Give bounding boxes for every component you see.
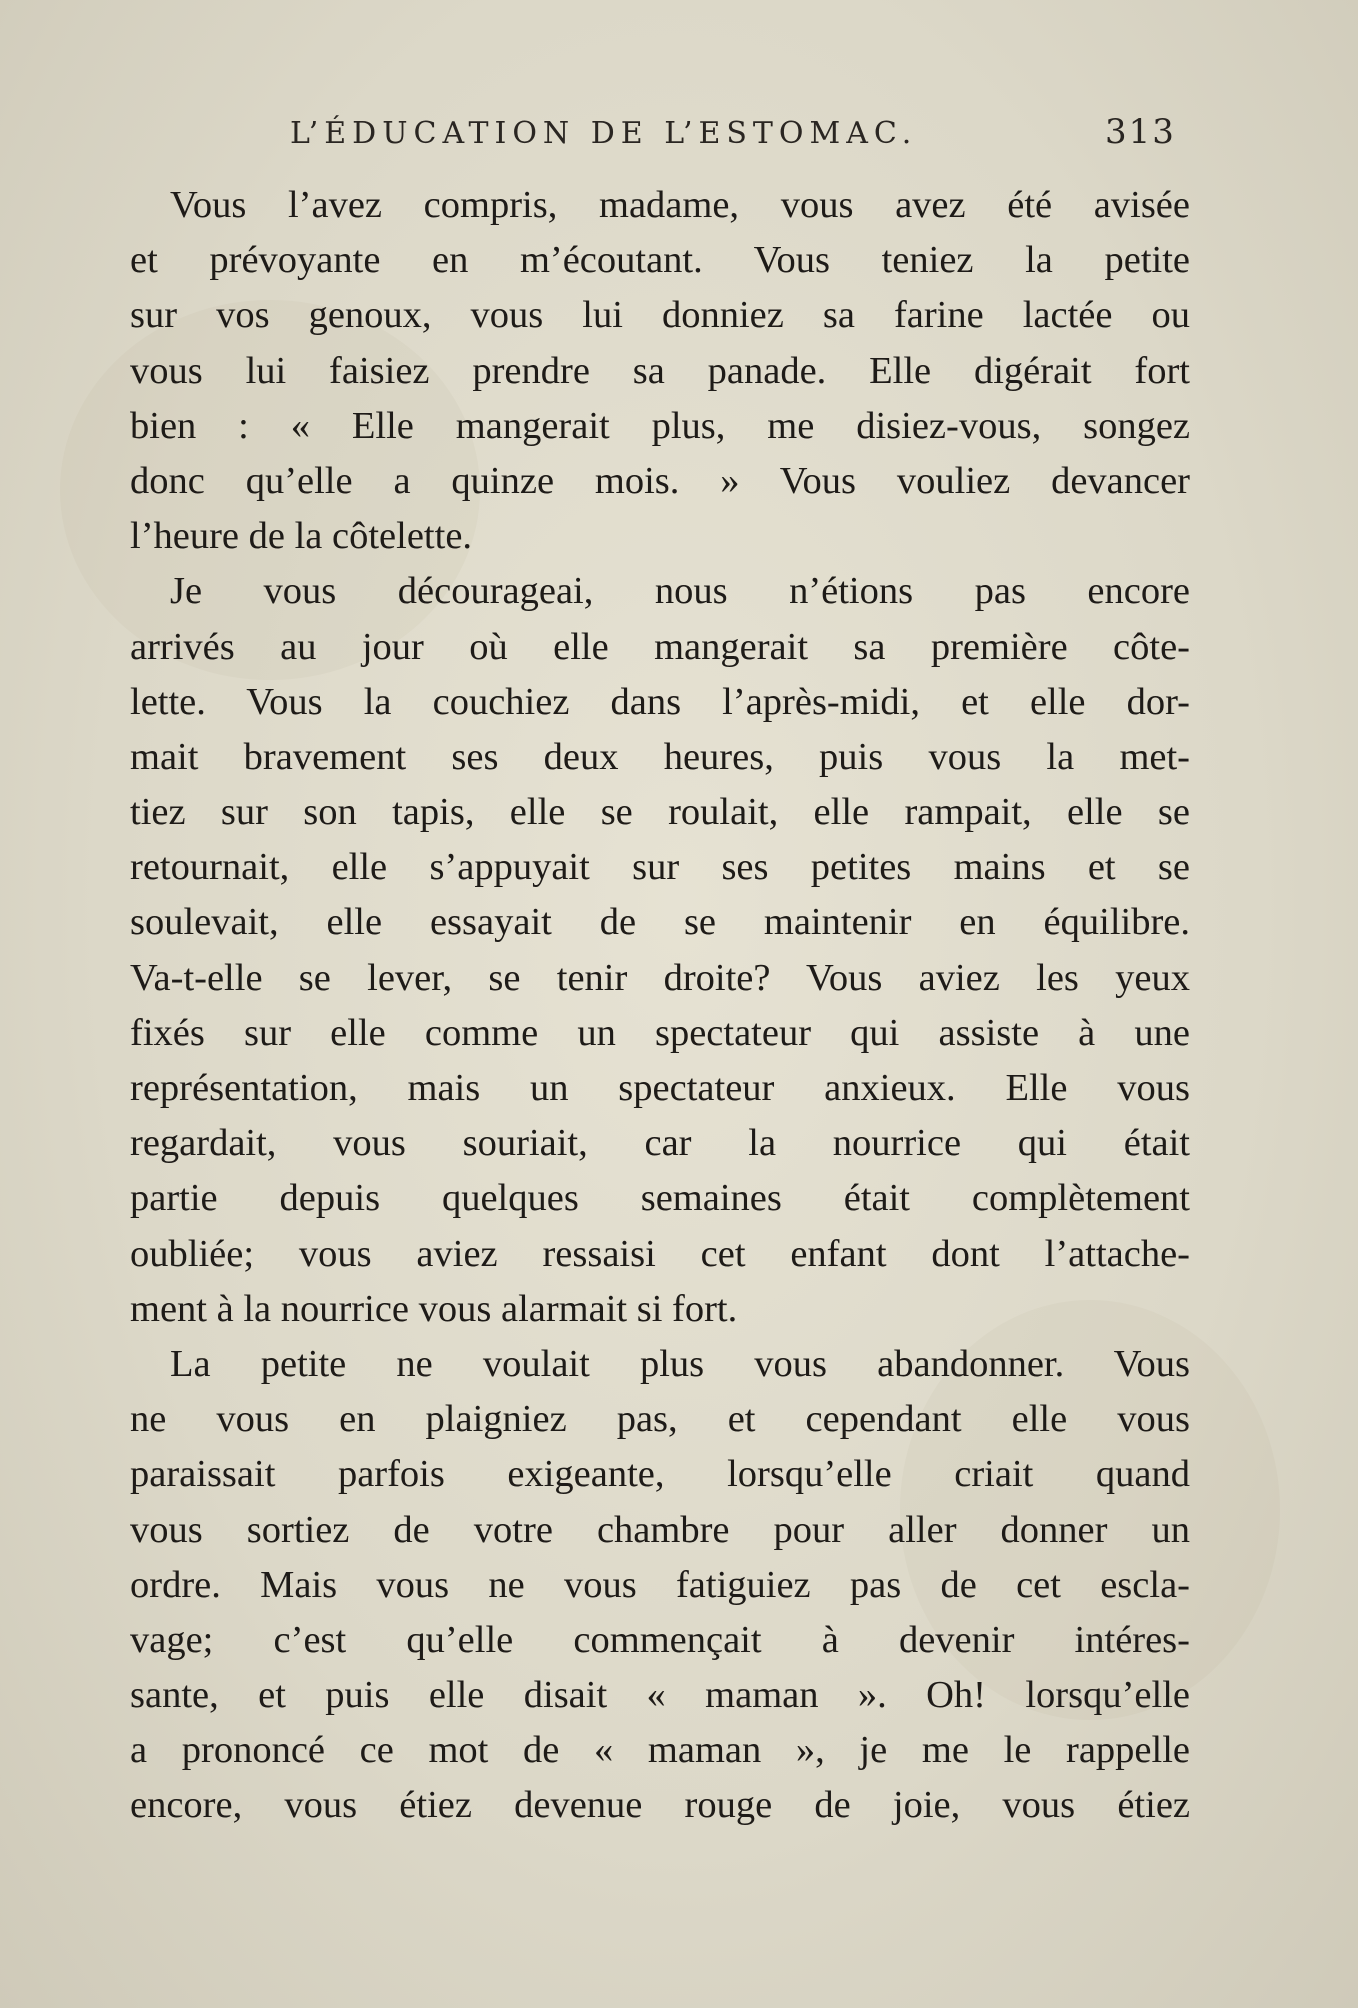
text-line: sur vos genoux, vous lui donniez sa farine lactée ou bbox=[130, 294, 1190, 337]
text-line: a prononcé ce mot de « maman », je me le rappelle bbox=[130, 1729, 1190, 1772]
text-line: bien : « Elle mangerait plus, me disiez-vous, songez bbox=[130, 404, 1190, 447]
running-title: L’ÉDUCATION DE L’ESTOMAC. bbox=[290, 116, 918, 151]
text-line: arrivés au jour où elle mangerait sa première côte- bbox=[130, 625, 1190, 668]
page-number: 313 bbox=[1105, 112, 1176, 152]
running-head bbox=[290, 108, 1190, 168]
text-line: donc qu’elle a quinze mois. » Vous vouliez devancer bbox=[130, 459, 1190, 502]
text-line: tiez sur son tapis, elle se roulait, elle rampait, elle se bbox=[130, 791, 1190, 834]
text-line: Je vous décourageai, nous n’étions pas encore bbox=[170, 570, 1190, 613]
text-line: soulevait, elle essayait de se maintenir en équilibre. bbox=[130, 901, 1190, 944]
text-line: retournait, elle s’appuyait sur ses petites mains et se bbox=[130, 846, 1190, 889]
text-line: vous sortiez de votre chambre pour aller donner un bbox=[130, 1508, 1190, 1551]
text-line: vous lui faisiez prendre sa panade. Elle digérait fort bbox=[130, 349, 1190, 392]
text-line: mait bravement ses deux heures, puis vous la met- bbox=[130, 735, 1190, 778]
text-line: partie depuis quelques semaines était complètement bbox=[130, 1177, 1190, 1220]
text-line: Va-t-elle se lever, se tenir droite? Vous aviez les yeux bbox=[130, 956, 1190, 999]
text-line: ordre. Mais vous ne vous fatiguiez pas de cet escla- bbox=[130, 1563, 1190, 1606]
text-line: paraissait parfois exigeante, lorsqu’elle criait quand bbox=[130, 1453, 1190, 1496]
text-line: représentation, mais un spectateur anxieux. Elle vous bbox=[130, 1067, 1190, 1109]
text-line: lette. Vous la couchiez dans l’après-midi, et elle dor- bbox=[130, 680, 1190, 723]
body-text bbox=[130, 178, 1190, 1834]
text-line: l’heure de la côtelette. bbox=[130, 515, 473, 558]
text-line: vage; c’est qu’elle commençait à devenir intéres- bbox=[130, 1618, 1190, 1661]
text-line: oubliée; vous aviez ressaisi cet enfant dont l’attache- bbox=[130, 1232, 1190, 1275]
text-line: ment à la nourrice vous alarmait si fort. bbox=[130, 1287, 738, 1330]
text-line: sante, et puis elle disait « maman ». Oh! lorsqu’elle bbox=[130, 1674, 1190, 1717]
text-line: regardait, vous souriait, car la nourrice qui était bbox=[130, 1122, 1190, 1165]
text-line: ne vous en plaigniez pas, et cependant elle vous bbox=[130, 1398, 1190, 1441]
text-line: fixés sur elle comme un spectateur qui assiste à une bbox=[130, 1011, 1190, 1054]
text-line: La petite ne voulait plus vous abandonner. Vous bbox=[170, 1342, 1190, 1385]
text-line: encore, vous étiez devenue rouge de joie, vous étiez bbox=[130, 1784, 1190, 1827]
text-line: Vous l’avez compris, madame, vous avez été avisée bbox=[170, 184, 1190, 226]
text-line: et prévoyante en m’écoutant. Vous teniez la petite bbox=[130, 239, 1190, 282]
